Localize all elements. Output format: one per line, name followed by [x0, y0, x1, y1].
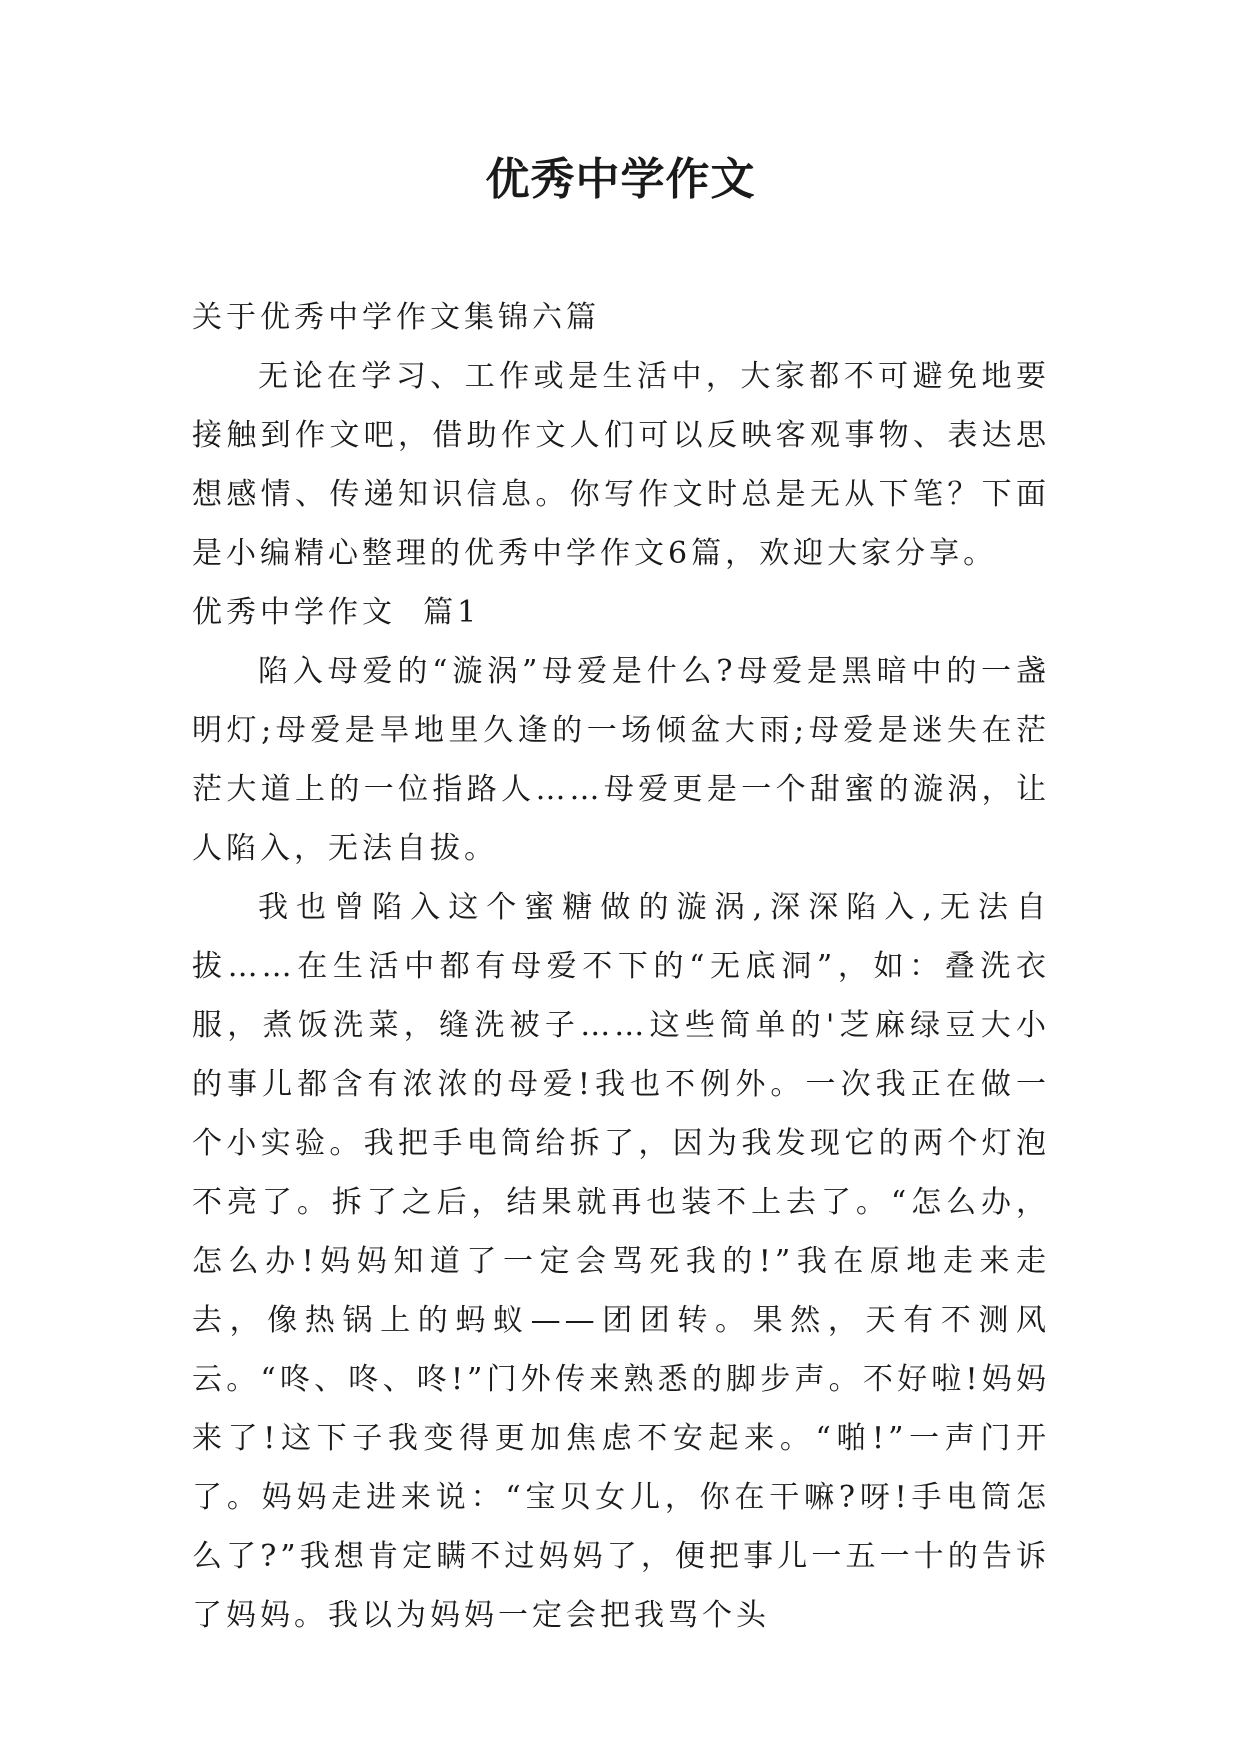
body-paragraph: 我也曾陷入这个蜜糖做的漩涡,深深陷入,无法自拔……在生活中都有母爱不下的“无底洞”，如：叠洗衣服，煮饭洗菜，缝洗被子……这些简单的'芝麻绿豆大小的事儿都含有浓浓的母爱!我也不例外。一次我正在做一个小实验。我把手电筒给拆了，因为我发现它的两个灯泡不亮了。拆了之后，结果就再也装不上去了。“怎么办，怎么办!妈妈知道了一定会骂死我的!”我在原地走来走去，像热锅上的蚂蚁——团团转。果然，天有不测风云。“咚、咚、咚!”门外传来熟悉的脚步声。不好啦!妈妈来了!这下子我变得更加焦虑不安起来。“啪!”一声门开了。妈妈走进来说：“宝贝女儿，你在干嘛?呀!手电筒怎么了?”我想肯定瞒不过妈妈了，便把事儿一五一十的告诉了妈妈。我以为妈妈一定会把我骂个头	[192, 890, 1050, 1633]
section-heading: 优秀中学作文 篇1	[192, 595, 481, 630]
document-subtitle: 关于优秀中学作文集锦六篇	[192, 300, 600, 335]
document-title: 优秀中学作文	[485, 154, 756, 205]
body-paragraph: 陷入母爱的“漩涡”母爱是什么?母爱是黑暗中的一盏明灯;母爱是旱地里久逢的一场倾盆大雨;母爱是迷失在茫茫大道上的一位指路人……母爱更是一个甜蜜的漩涡，让人陷入，无法自拔。	[192, 654, 1050, 866]
intro-paragraph: 无论在学习、工作或是生活中，大家都不可避免地要接触到作文吧，借助作文人们可以反映客观事物、表达思想感情、传递知识信息。你写作文时总是无从下笔？下面是小编精心整理的优秀中学作文6篇，欢迎大家分享。	[192, 359, 1050, 571]
document-body	[192, 288, 1050, 1645]
